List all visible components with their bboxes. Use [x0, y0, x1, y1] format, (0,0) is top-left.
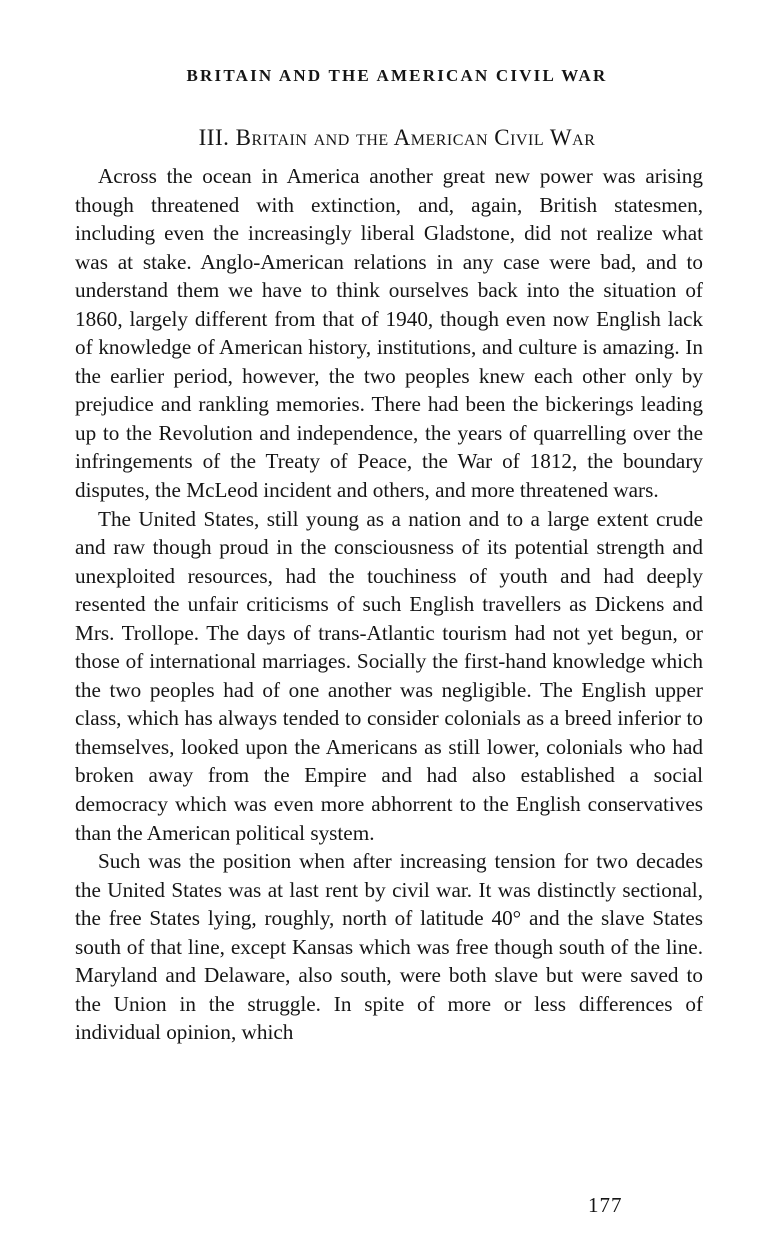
- paragraph: The United States, still young as a nation and to a large extent crude and raw though proud in the consciousness of its potential strength and unexploited resources, had the touchiness of youth and had deeply resented the unfair criticisms of such English travellers as Dickens and Mrs. Trollope. The days of trans-Atlantic tourism had not yet begun, or those of international marriages. Socially the first-hand knowledge which the two peoples had of one another was negligible. The English upper class, which has always tended to consider colonials as a breed inferior to themselves, looked upon the Americans as still lower, colonials who had broken away from the Empire and had also established a social democracy which was even more abhorrent to the English conservatives than the American political system.: [75, 506, 703, 845]
- section-number: III.: [198, 125, 230, 150]
- section-title: Britain and the American Civil War: [235, 125, 596, 150]
- paragraph: Such was the position when after increasing tension for two decades the United States was at last rent by civil war. It was distinctly sectional, the free States lying, roughly, north of latitude 40° and the slave States south of that line, except Kansas which was free though south of the line. Maryland and Delaware, also south, were both slave but were saved to the Union in the struggle. In spite of more or less differences of individual opinion, which: [75, 849, 703, 1045]
- section-heading: [10, 125, 774, 151]
- body-text: [75, 162, 703, 1047]
- running-head: BRITAIN AND THE AMERICAN CIVIL WAR: [186, 66, 608, 85]
- page-number: 177: [588, 1193, 623, 1217]
- paragraph: Across the ocean in America another great new power was arising though threatened with extinction, and, again, British statesmen, including even the increasingly liberal Gladstone, did not realize what was at stake. Anglo-American relations in any case were bad, and to understand them we have to think ourselves back into the situation of 1860, largely different from that of 1940, though even now English lack of knowledge of American history, institutions, and culture is amazing. In the earlier period, however, the two peoples knew each other only by prejudice and rankling memories. There had been the bickerings leading up to the Revolution and independence, the years of quarrelling over the infringements of the Treaty of Peace, the War of 1812, the boundary disputes, the McLeod incident and others, and more threatened wars.: [75, 164, 703, 503]
